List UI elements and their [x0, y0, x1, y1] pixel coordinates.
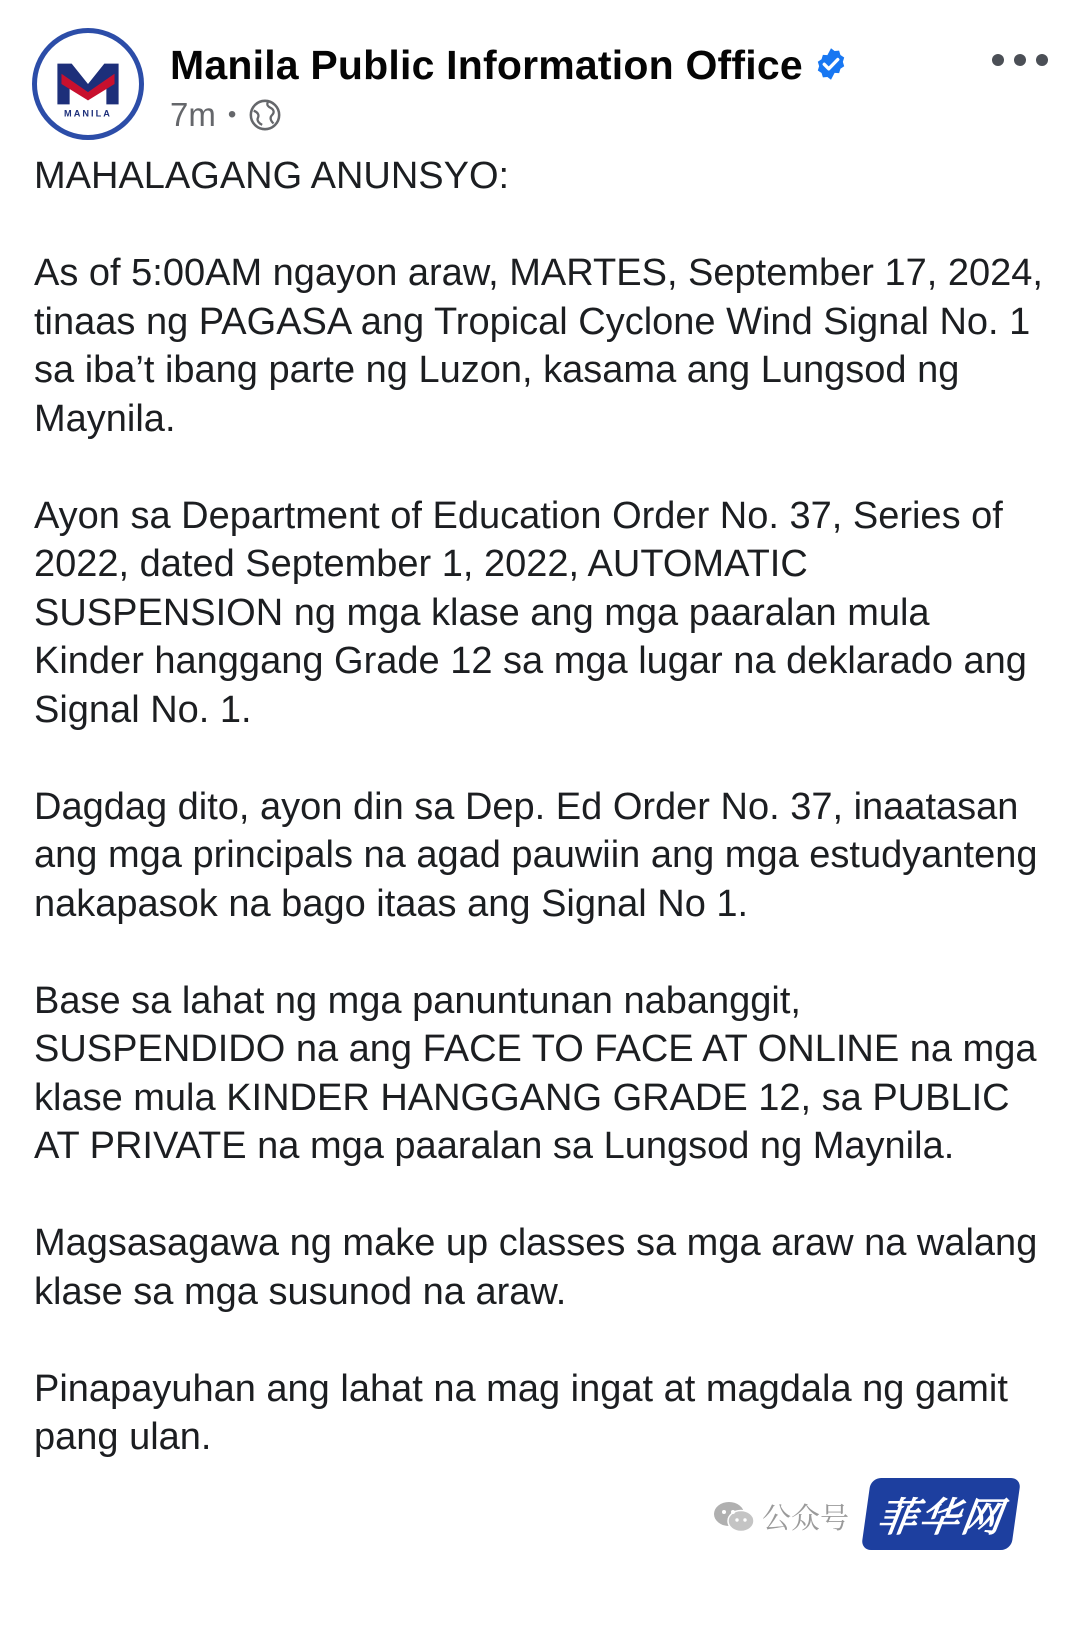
- site-logo: 菲华网: [861, 1478, 1021, 1550]
- page-avatar[interactable]: [32, 28, 144, 140]
- avatar-text: MANILA: [64, 108, 112, 119]
- more-options-icon-dot: [1036, 54, 1048, 66]
- page-name-text[interactable]: Manila Public Information Office: [170, 42, 803, 88]
- post-paragraph: Ayon sa Department of Education Order No. 37, Series of 2022, dated September 1, 2022, AUTOMATIC SUSPENSION ng mga klase ang mga paaralan mula Kinder hanggang Grade 12 sa mga lugar na deklarado ang Signal No. 1.: [34, 494, 1027, 731]
- post-paragraph: MAHALAGANG ANUNSYO:: [34, 155, 510, 197]
- wechat-icon: [712, 1499, 756, 1535]
- post-body: [34, 152, 1044, 1510]
- post-meta: [170, 96, 282, 134]
- post-paragraph: Base sa lahat ng mga panuntunan nabanggit, SUSPENDIDO na ang FACE TO FACE AT ONLINE na mga klase mula KINDER HANGGANG GRADE 12, sa PUBLIC AT PRIVATE na mga paaralan sa Lungsod ng Maynila.: [34, 979, 1037, 1167]
- more-options-icon-dot: [1014, 54, 1026, 66]
- watermark-label: 公众号: [762, 1503, 850, 1535]
- manila-logo-icon: [37, 33, 139, 135]
- page-name[interactable]: [170, 42, 849, 89]
- post-paragraph: Dagdag dito, ayon din sa Dep. Ed Order No. 37, inaatasan ang mga principals na agad pauwiin ang mga estudyanteng nakapasok na bago itaas ang Signal No 1.: [34, 785, 1038, 925]
- meta-separator: •: [227, 101, 237, 128]
- wechat-watermark: [712, 1496, 849, 1537]
- post-paragraph: Magsasagawa ng make up classes sa mga araw na walang klase sa mga susunod na araw.: [34, 1222, 1038, 1313]
- post-paragraph: As of 5:00AM ngayon araw, MARTES, September 17, 2024, tinaas ng PAGASA ang Tropical Cyclone Wind Signal No. 1 sa iba’t ibang parte ng Luzon, kasama ang Lungsod ng Maynila.: [34, 252, 1043, 440]
- post-time[interactable]: 7m: [170, 96, 216, 133]
- more-options-button[interactable]: [992, 42, 1048, 78]
- more-options-icon-dot: [992, 54, 1004, 66]
- verified-badge-icon: [813, 46, 849, 82]
- post-paragraph: Pinapayuhan ang lahat na mag ingat at magdala ng gamit pang ulan.: [34, 1367, 1008, 1458]
- post-header: [32, 28, 1048, 144]
- globe-icon[interactable]: [248, 98, 282, 132]
